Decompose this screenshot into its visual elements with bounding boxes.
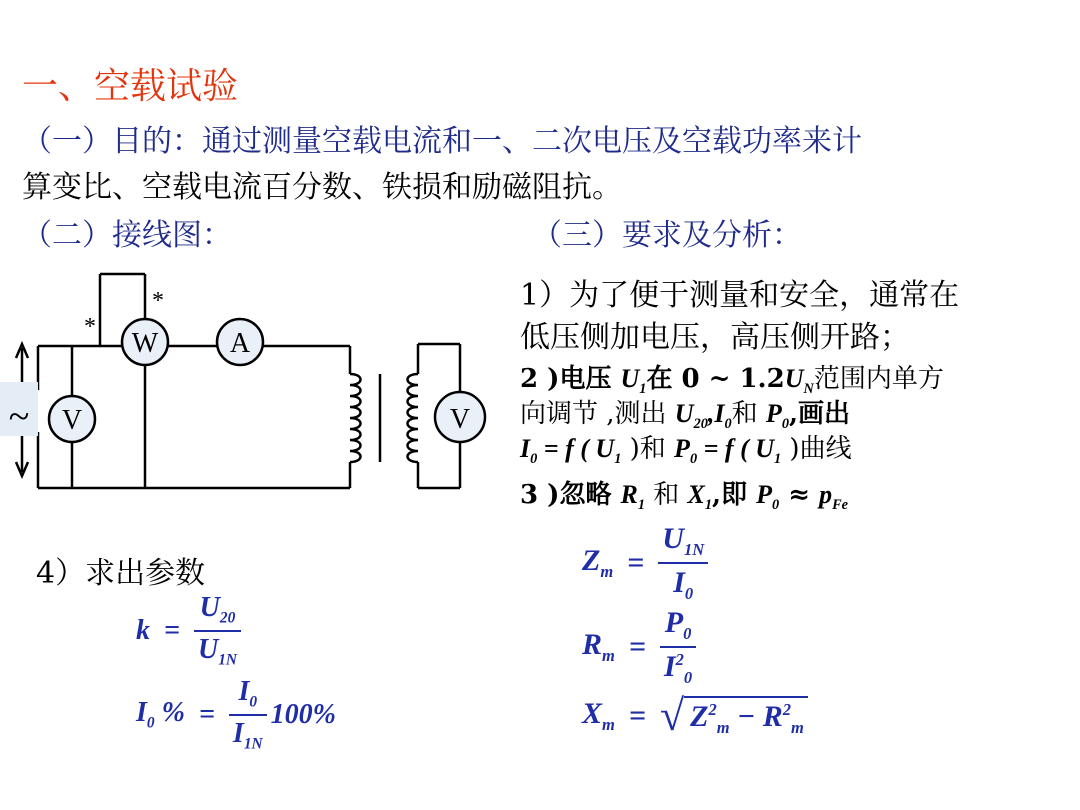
req2-un-sub: N (803, 381, 814, 398)
req2-line3d-sub: 0 (689, 451, 698, 468)
req2-line3e-sub: 1 (774, 451, 782, 468)
xm-z-sup: 2 (708, 700, 717, 719)
req2-un: U (784, 364, 804, 393)
xm-z: Z (690, 700, 709, 733)
k-fraction (194, 592, 241, 669)
star-mark-1: * (84, 314, 96, 340)
i0-pct: % (154, 696, 185, 728)
req4-label: 4）求出参数 (36, 556, 206, 591)
req3-p: P (756, 480, 773, 509)
xm-r: R (762, 700, 783, 733)
req2-line3f: )曲线 (781, 434, 852, 464)
voltmeter-primary-label: V (61, 405, 83, 436)
formula-rm (582, 606, 696, 688)
i0-num-sub: 0 (249, 693, 258, 711)
formula-i0-percent (136, 676, 336, 753)
req2-u20: U (674, 399, 694, 428)
req3-mid: ,即 (712, 480, 757, 510)
formula-k (136, 592, 241, 669)
purpose-line-2: 算变比、空载电流百分数、铁损和励磁阻抗。 (22, 170, 622, 205)
rm-eq: = (628, 630, 646, 663)
req2-and: 和 (731, 399, 766, 429)
zm-lhs: Z (582, 544, 601, 577)
rm-lhs: R (582, 628, 603, 661)
req3-p-sub: 0 (772, 497, 780, 514)
req2-line2tail: ,画出 (788, 399, 851, 429)
req3-and: 和 (645, 480, 688, 510)
zm-lhs-sub: m (600, 562, 614, 581)
k-num: U (199, 592, 220, 623)
ac-source-symbol: ~ (8, 396, 30, 438)
xm-lhs-sub: m (602, 715, 615, 734)
formula-zm (582, 522, 708, 604)
rm-num: P (664, 606, 684, 639)
zm-num-sub: 1N (683, 540, 705, 559)
rm-fraction (660, 606, 696, 688)
req2-mid1: 在 0 ~ 1.2 (646, 364, 785, 394)
zm-eq: = (627, 546, 645, 579)
voltmeter-secondary-label: V (449, 404, 471, 435)
req2-line3a: I (520, 434, 531, 463)
i0-lhs-sub: 0 (146, 714, 155, 732)
formula-xm (582, 691, 808, 740)
rm-den-sub: 0 (683, 668, 693, 687)
req2-line3a-sub: 0 (530, 451, 538, 468)
xm-minus: − (729, 700, 763, 733)
req2-tail1: 范围内单方 (813, 364, 944, 394)
req2-line-3 (520, 428, 852, 468)
i0-den: I (232, 717, 244, 749)
req2-u1-sub: 1 (639, 381, 647, 398)
req3-prefix: 3 )忽略 (520, 480, 621, 510)
req2-line2a: 向调节 ,测出 (520, 399, 675, 429)
k-num-sub: 20 (219, 609, 236, 627)
req2-line3b: = f ( U (537, 434, 615, 463)
req3-approx: ≈ (779, 480, 820, 510)
sqrt-symbol: √ (659, 691, 685, 740)
req3-x: X (687, 480, 705, 509)
zm-fraction (658, 522, 708, 604)
xm-eq: = (628, 699, 646, 732)
page-title: 一、空载试验 (22, 66, 239, 107)
req2-line3b-sub: 1 (614, 451, 622, 468)
req3-r: R (620, 480, 638, 509)
xm-z-sub: m (716, 718, 730, 737)
req2-line3e: = f ( U (697, 434, 775, 463)
i0-den-sub: 1N (243, 735, 263, 753)
req3-x-sub: 1 (704, 497, 713, 514)
req2-p0-sub: 0 (781, 416, 789, 433)
wiring-heading: （二）接线图： (22, 218, 232, 253)
req2-u20-sub: 20 (693, 416, 708, 433)
rm-den: I (663, 650, 676, 683)
rm-lhs-sub: m (602, 646, 615, 665)
i0-lhs: I (136, 696, 147, 728)
k-eq: = (164, 614, 180, 646)
i0-fraction (229, 676, 267, 753)
req3-pfe-sub: Fe (832, 497, 848, 514)
req2-i0-sub: 0 (724, 416, 732, 433)
i0-num: I (238, 676, 250, 707)
req2-p0: P (765, 399, 782, 428)
zm-den: I (673, 566, 685, 599)
rm-den-sup: 2 (675, 650, 684, 669)
req3-pfe: p (819, 480, 833, 509)
xm-r-sup: 2 (782, 700, 791, 719)
xm-sqrt (659, 691, 808, 740)
req2-line3c: )和 (621, 434, 675, 464)
k-den: U (197, 633, 219, 665)
zm-num: U (662, 522, 684, 555)
analysis-heading: （三）要求及分析： (532, 218, 802, 253)
rm-num-sub: 0 (683, 624, 692, 643)
ammeter-label: A (229, 328, 251, 359)
req2-line3d: P (674, 434, 690, 463)
req3-line (520, 474, 848, 514)
req2-i0: ,I (707, 399, 725, 428)
purpose-line-1 (22, 116, 862, 160)
req1-line-1: 1）为了便于测量和安全，通常在 (520, 278, 960, 313)
wattmeter-label: W (131, 328, 159, 359)
wiring-diagram (0, 262, 500, 502)
req2-prefix: 2 )电压 (520, 364, 621, 394)
i0-eq: = (198, 698, 215, 730)
purpose-text-1: （一）目的：通过测量空载电流和一、二次电压及空载功率来计 (22, 124, 862, 159)
zm-den-sub: 0 (684, 584, 694, 603)
req1-line-2: 低压侧加电压，高压侧开路； (520, 320, 910, 355)
xm-lhs: X (582, 697, 603, 730)
k-den-sub: 1N (218, 651, 238, 669)
req3-r-sub: 1 (637, 497, 645, 514)
star-mark-2: * (152, 288, 164, 314)
i0-tail: 100% (270, 698, 336, 730)
xm-r-sub: m (791, 718, 804, 737)
req2-u1: U (620, 364, 640, 393)
k-lhs: k (136, 614, 150, 646)
